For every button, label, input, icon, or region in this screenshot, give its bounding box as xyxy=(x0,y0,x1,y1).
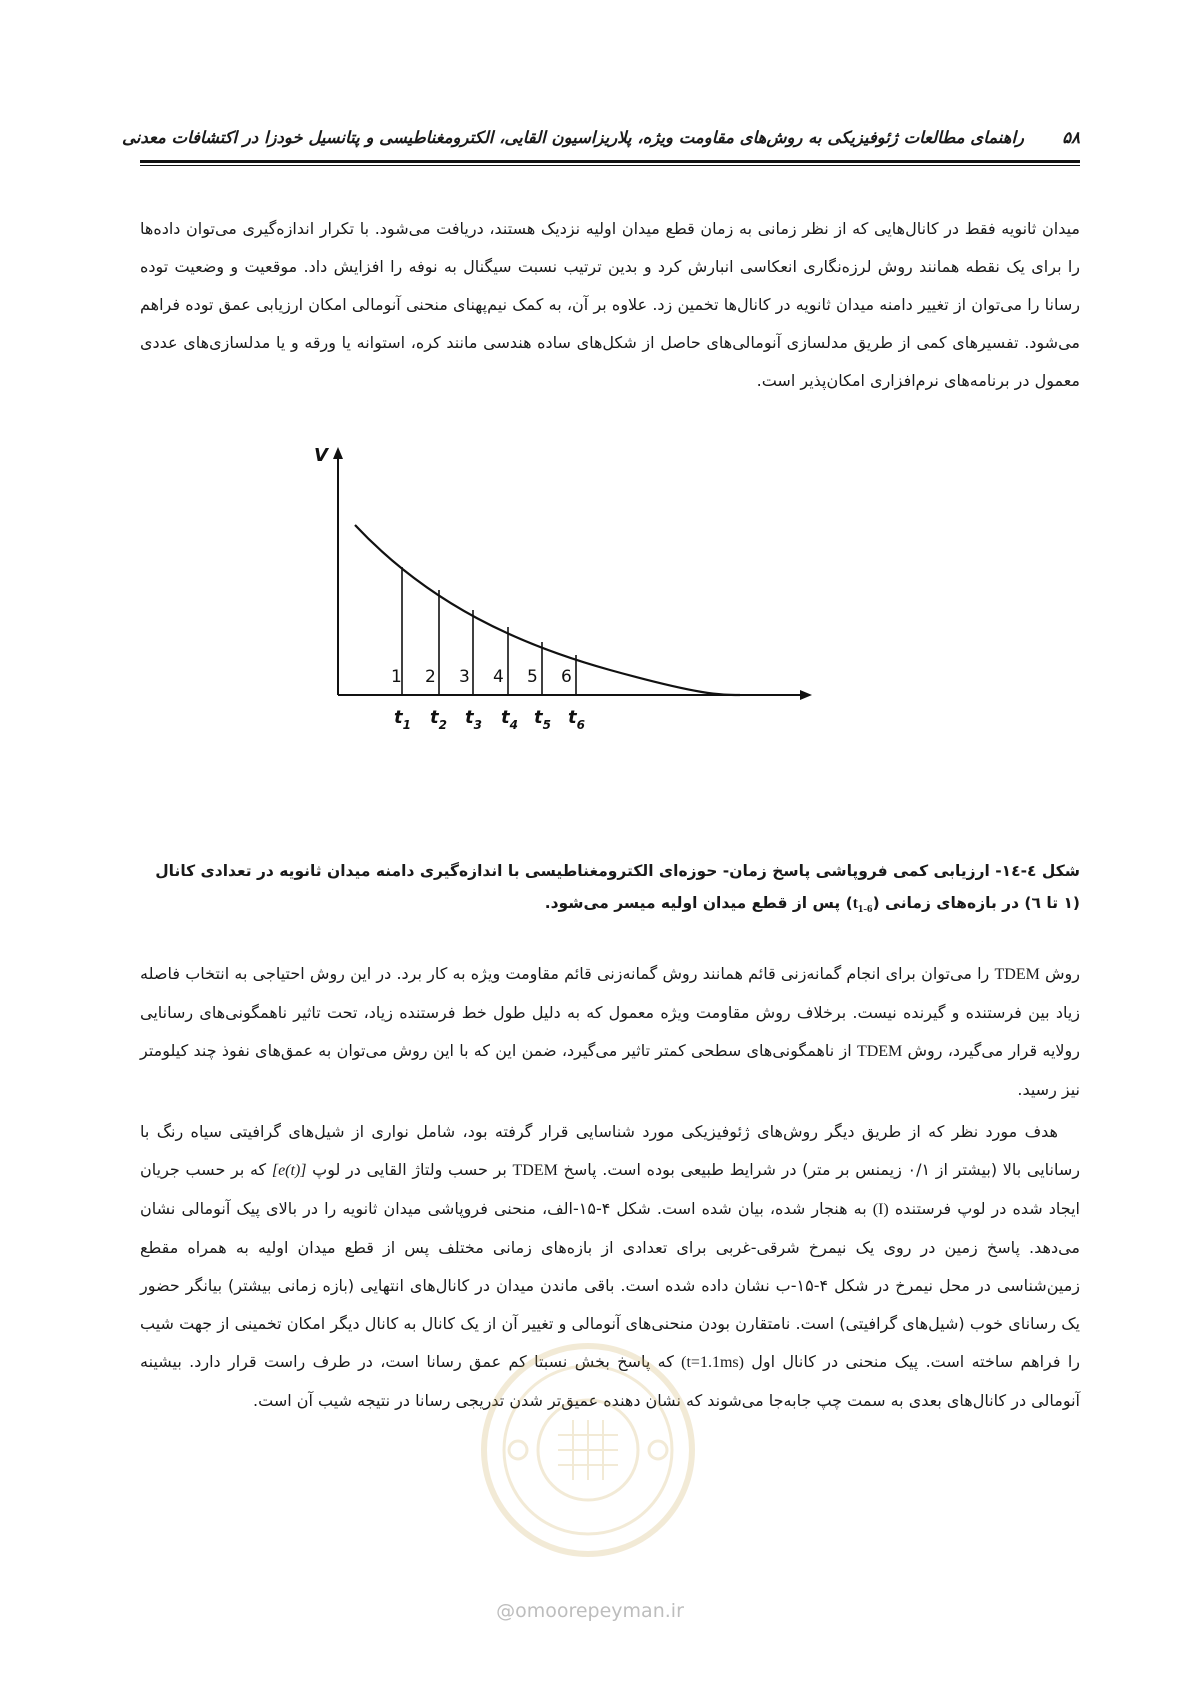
paragraph-intro: میدان ثانویه فقط در کانال‌هایی که از نظر زمانی به زمان قطع میدان اولیه نزدیک هستند، دریافت می‌شود. با تکرار اندازه‌گیری می‌توان داده‌ها را برای یک نقطه همانند روش لرزه‌نگاری انعکاسی انبارش کرد و بدین ترتیب نسبت سیگنال به نوفه را افزایش داد. موقعیت و وضعیت توده رسانا را می‌توان از تغییر دامنه میدان ثانویه در کانال‌ها تخمین زد. علاوه بر آن، به کمک نیم‌پهنای منحنی آنومالی امکان ارزیابی عمق توده فراهم می‌شود. تفسیرهای کمی از طریق مدلسازی آنومالی‌های حاصل از شکل‌های ساده هندسی مانند کره، استوانه یا ورقه و یا مدلسازی‌های عددی معمول در برنامه‌های نرم‌افزاری امکان‌پذیر است. xyxy=(140,219,1080,390)
watermark-url: @omoorepeyman.ir xyxy=(496,1600,684,1622)
caption-text-2: ) پس از قطع میدان اولیه میسر می‌شود. xyxy=(544,894,853,912)
decay-figure xyxy=(314,445,880,785)
caption-time-symbol: $t_{1-6}$ xyxy=(852,895,873,916)
channel-time: (t=1.1ms) xyxy=(681,1354,744,1371)
figure-caption xyxy=(140,855,1080,925)
tdem-term: TDEM xyxy=(994,966,1040,983)
channel-label-2: 2 xyxy=(425,667,436,687)
time-label-1: $t_1$ xyxy=(394,707,411,732)
current-symbol: (I) xyxy=(872,1201,889,1218)
channel-label-1: 1 xyxy=(391,667,402,687)
channel-label-5: 5 xyxy=(527,667,538,687)
paragraph-tdem-sounding: روش TDEM را می‌توان برای انجام گمانه‌زنی قائم همانند روش گمانه‌زنی قائم مقاومت ویژه به کار برد. در این روش احتیاجی به انتخاب فاصله زیاد بین فرستنده و گیرنده نیست. برخلاف روش مقاومت ویژه معمول که به دلیل طول خط فرستنده زیاد، تحت تاثیر ناهمگونی‌های رسانایی رولایه قرار می‌گیرد، روش TDEM از ناهمگونی‌های سطحی کمتر تاثیر می‌گیرد، ضمن این که با این روش می‌توان به عمق‌های نفوذ چند کیلومتر نیز رسید. xyxy=(140,964,1081,1099)
y-axis-arrow xyxy=(333,447,343,459)
channel-label-3: 3 xyxy=(459,667,470,687)
running-header xyxy=(121,128,1080,156)
running-title: راهنمای مطالعات ژئوفیزیکی به روش‌های مقاومت ویژه، پلاریزاسیون القایی، الکترومغناطیسی و پتانسیل خودزا در اکتشافات معدنی xyxy=(121,128,1024,147)
channel-label-4: 4 xyxy=(493,667,504,687)
time-label-2: $t_2$ xyxy=(430,707,447,732)
decay-curve xyxy=(355,525,740,695)
watermark-seal xyxy=(478,1340,698,1560)
tdem-term: TDEM xyxy=(856,1043,903,1060)
channel-label-6: 6 xyxy=(561,667,572,687)
header-rule-thick xyxy=(140,160,1080,163)
y-axis-label: V xyxy=(314,445,328,466)
page-number: ۵۸ xyxy=(1062,128,1080,147)
time-label-4: $t_4$ xyxy=(501,707,518,732)
time-label-5: $t_5$ xyxy=(534,707,551,732)
paragraph-case-study: هدف مورد نظر که از طریق دیگر روش‌های ژئوفیزیکی مورد شناسایی قرار گرفته بود، شامل نواری از شیل‌های گرافیتی سیاه رنگ با رسانایی بالا (بیشتر از ۰/۱ زیمنس بر متر) در شرایط طبیعی بوده است. پاسخ TDEM بر حسب ولتاژ القایی در لوپ [e(t)] که بر حسب جریان ایجاد شده در لوپ فرستنده (I) به هنجار شده، بیان شده است. شکل ۴-۱۵-الف، منحنی فروپاشی میدان ثانویه را در بالای پیک آنومالی نشان می‌دهد. پاسخ زمین در روی یک نیمرخ شرقی-غربی برای تعدادی از بازه‌های زمانی مختلف پس از قطع میدان اولیه به همراه مقطع زمین‌شناسی در محل نیمرخ در شکل ۴-۱۵-ب نشان داده شده است. باقی ماندن میدان در کانال‌های انتهایی (بازه زمانی بیشتر) بیانگر حضور یک رسانای خوب (شیل‌های گرافیتی) است. نامتقارن بودن منحنی‌های آنومالی و تغییر آن از یک کانال به کانال دیگر امکان تخمینی از جهت شیب را فراهم ساخته است. پیک منحنی در کانال اول (t=1.1ms) که پاسخ بخش نسبتا کم عمق رسانا است، در طرف راست قرار دارد. بیشینه آنومالی در کانال‌های بعدی به سمت چپ جابه‌جا می‌شوند که نشان دهنده عمیق‌تر شدن تدریجی رسانا در نتیجه شیب آن است. xyxy=(140,1122,1081,1410)
caption-text-1: شکل ٤-١٤- ارزیابی کمی فروپاشی پاسخ زمان- حوزه‌ای الکترومغناطیسی با اندازه‌گیری دامنه میدان ثانویه در تعدادی کانال (١ تا ٦) در بازه‌های زمانی ( xyxy=(155,862,1080,912)
tdem-term: TDEM xyxy=(512,1162,558,1179)
x-axis-arrow xyxy=(800,690,812,700)
time-label-6: $t_6$ xyxy=(568,707,585,732)
decay-curve-diagram xyxy=(314,445,880,785)
header-rule-thin xyxy=(140,165,1080,166)
time-label-3: $t_3$ xyxy=(465,707,482,732)
voltage-symbol: [e(t)] xyxy=(271,1162,307,1179)
